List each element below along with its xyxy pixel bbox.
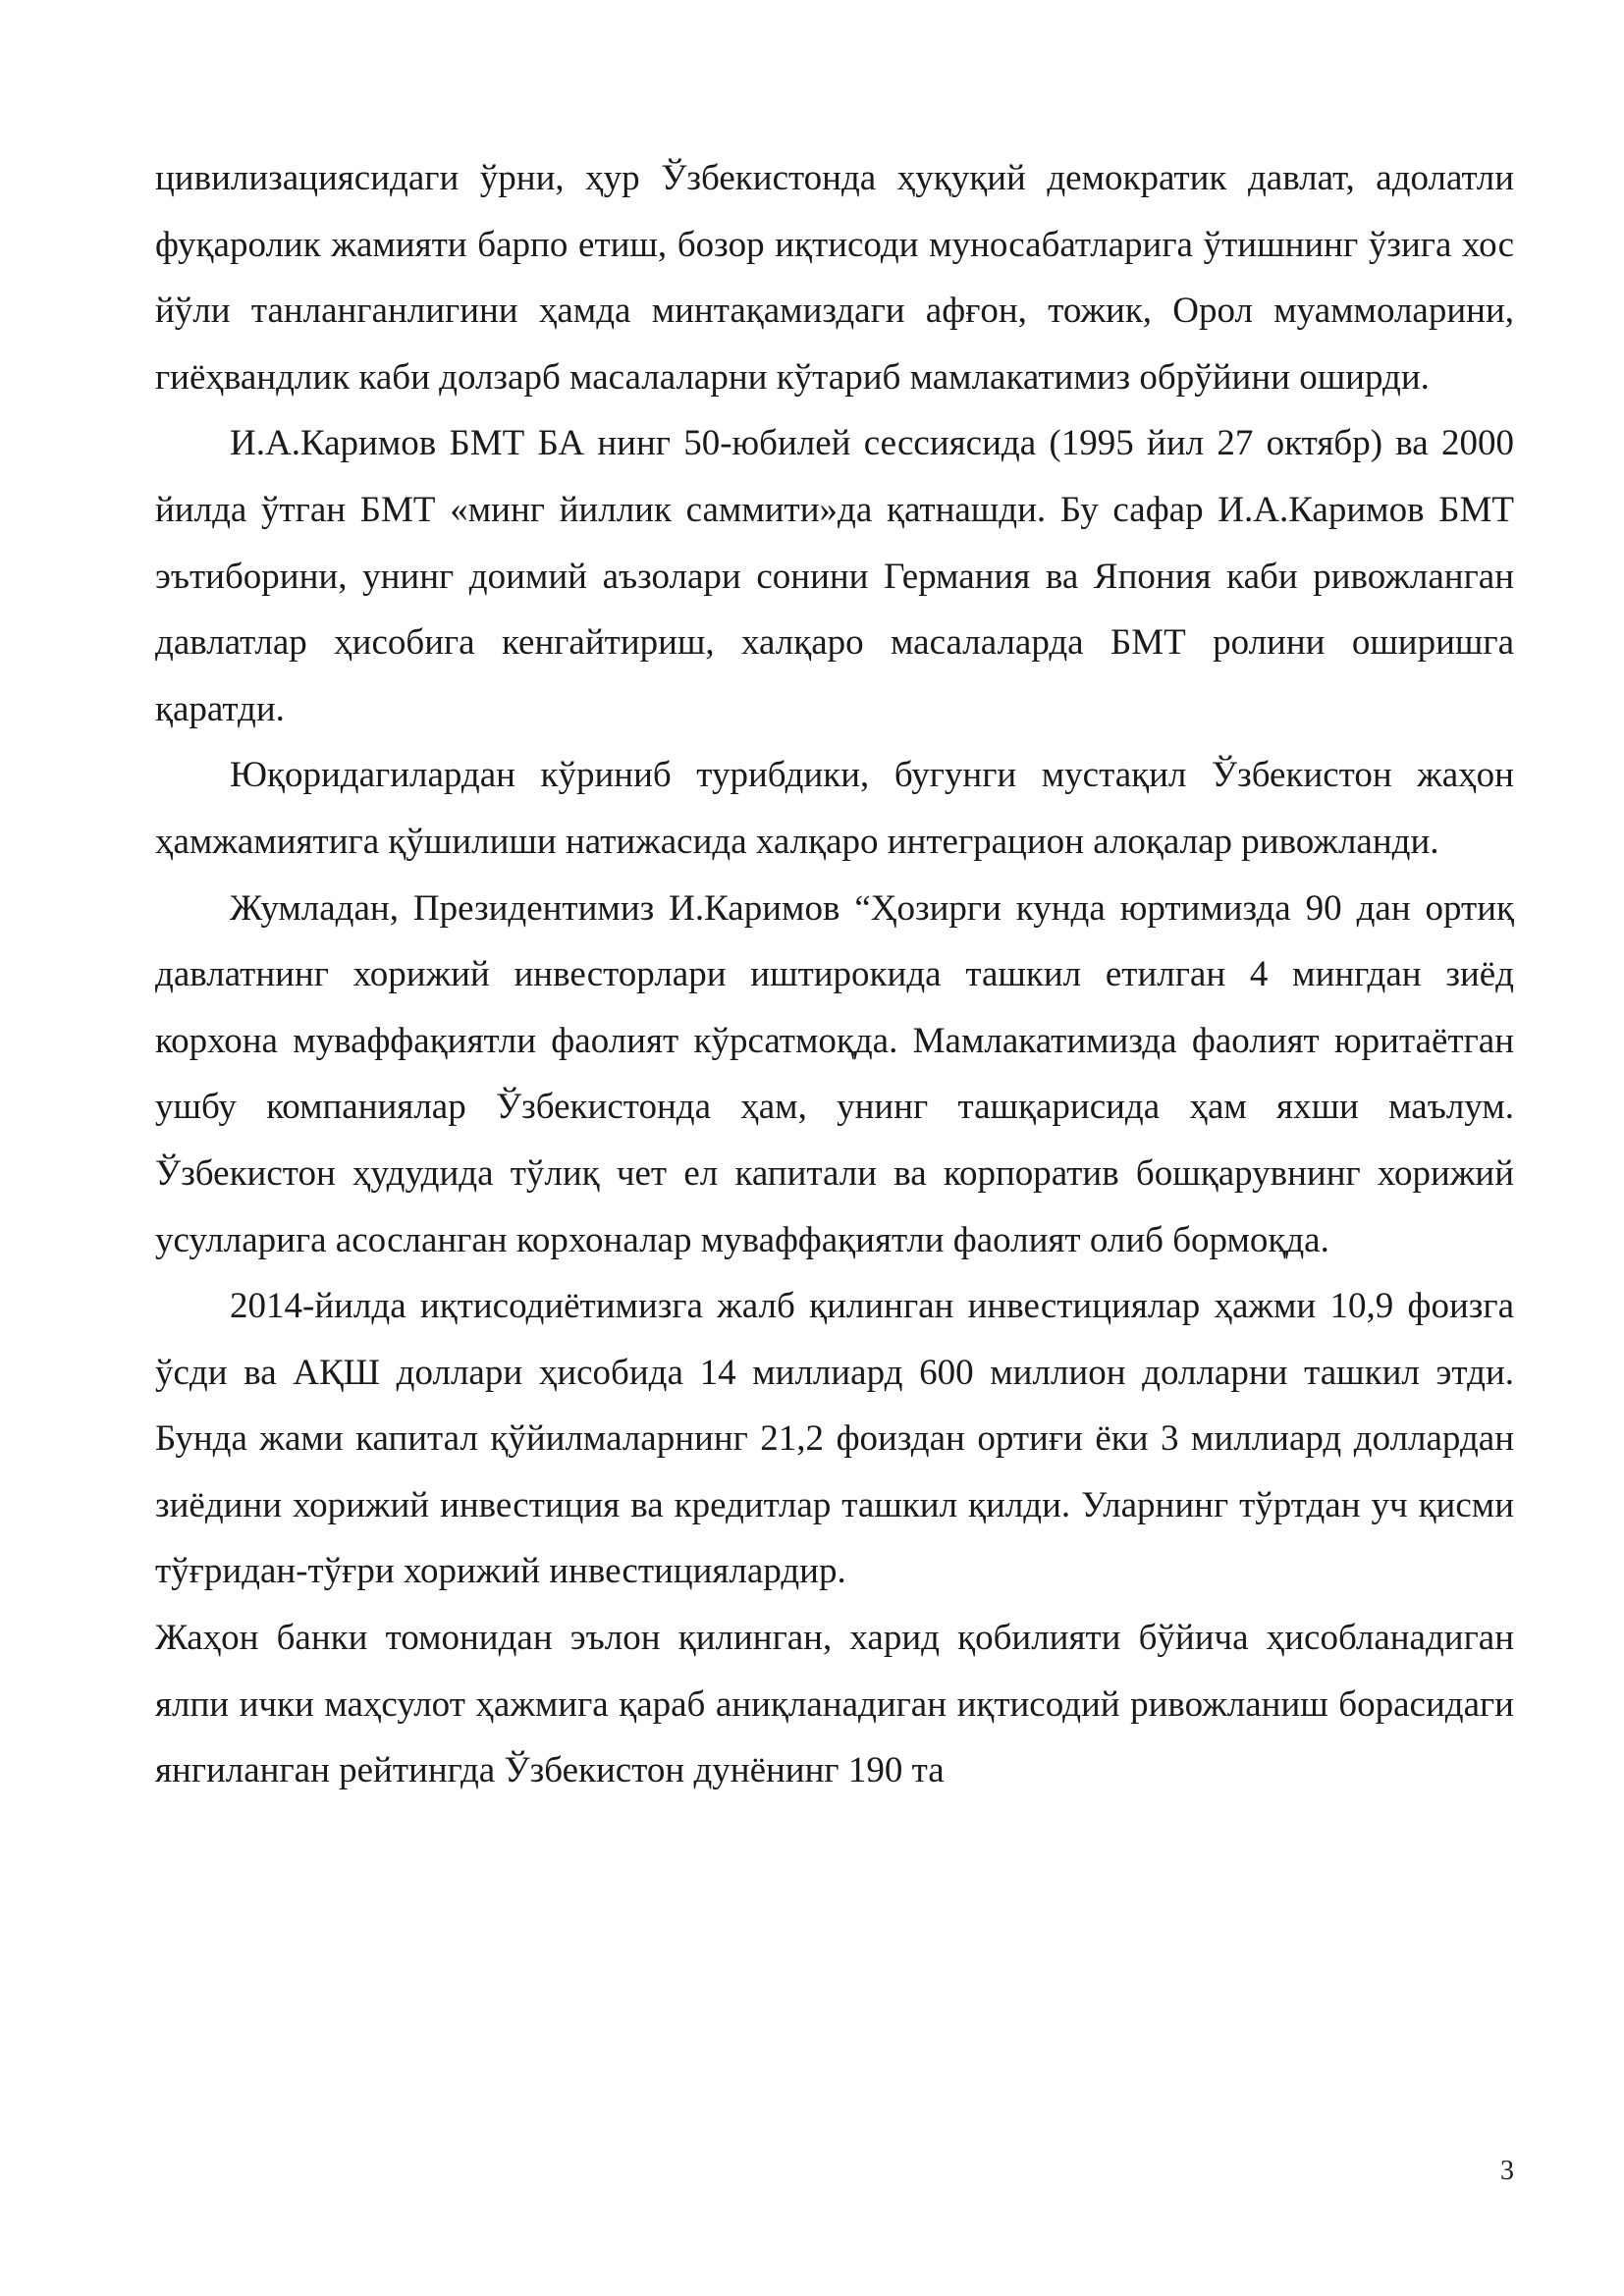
- body-text: [155, 145, 1514, 1804]
- paragraph-2: И.А.Каримов БМТ БА нинг 50-юбилей сессиясида (1995 йил 27 октябр) ва 2000 йилда ўтган БМТ «минг йиллик саммити»да қатнашди. Бу сафар И.А.Каримов БМТ эътиборини, унинг доимий аъзолари сонини Германия ва Япония каби ривожланган давлатлар ҳисобига кенгайтириш, халқаро масалаларда БМТ ролини оширишга қаратди.: [155, 423, 1514, 729]
- page-number: 3: [1500, 2156, 1514, 2186]
- paragraph-6: Жаҳон банки томонидан эълон қилинган, харид қобилияти бўйича ҳисобланадиган ялпи ички маҳсулот ҳажмига қараб аниқланадиган иқтисодий ривожланиш борасидаги янгиланган рейтингда Ўзбекистон дунёнинг 190 та: [155, 1618, 1514, 1791]
- paragraph-5: 2014-йилда иқтисодиётимизга жалб қилинган инвестициялар ҳажми 10,9 фоизга ўсди ва АҚШ доллари ҳисобида 14 миллиард 600 миллион долларни ташкил этди. Бунда жами капитал қўйилмаларнинг 21,2 фоиздан ортиғи ёки 3 миллиард доллардан зиёдини хорижий инвестиция ва кредитлар ташкил қилди. Уларнинг тўртдан уч қисми тўғридан-тўғри хорижий инвестициялардир.: [155, 1286, 1514, 1592]
- paragraph-1: цивилизациясидаги ўрни, ҳур Ўзбекистонда ҳуқуқий демократик давлат, адолатли фуқаролик жамияти барпо етиш, бозор иқтисоди муносабатларига ўтишнинг ўзига хос йўли танланганлигини ҳамда минтақамиздаги афғон, тожик, Орол муаммоларини, гиёҳвандлик каби долзарб масалаларни кўтариб мамлакатимиз обрўйини оширди.: [155, 158, 1514, 398]
- paragraph-3: Юқоридагилардан кўриниб турибдики, бугунги мустақил Ўзбекистон жаҳон ҳамжамиятига қўшилиши натижасида халқаро интеграцион алоқалар ривожланди.: [155, 755, 1514, 862]
- paragraph-4: Жумладан, Президентимиз И.Каримов “Ҳозирги кунда юртимизда 90 дан ортиқ давлатнинг хорижий инвесторлари иштирокида ташкил етилган 4 мингдан зиёд корхона муваффақиятли фаолият кўрсатмоқда. Мамлакатимизда фаолият юритаётган ушбу компаниялар Ўзбекистонда ҳам, унинг ташқарисида ҳам яхши маълум. Ўзбекистон ҳудудида тўлиқ чет ел капитали ва корпоратив бошқарувнинг хорижий усулларига асосланган корхоналар муваффақиятли фаолият олиб бормоқда.: [155, 887, 1514, 1260]
